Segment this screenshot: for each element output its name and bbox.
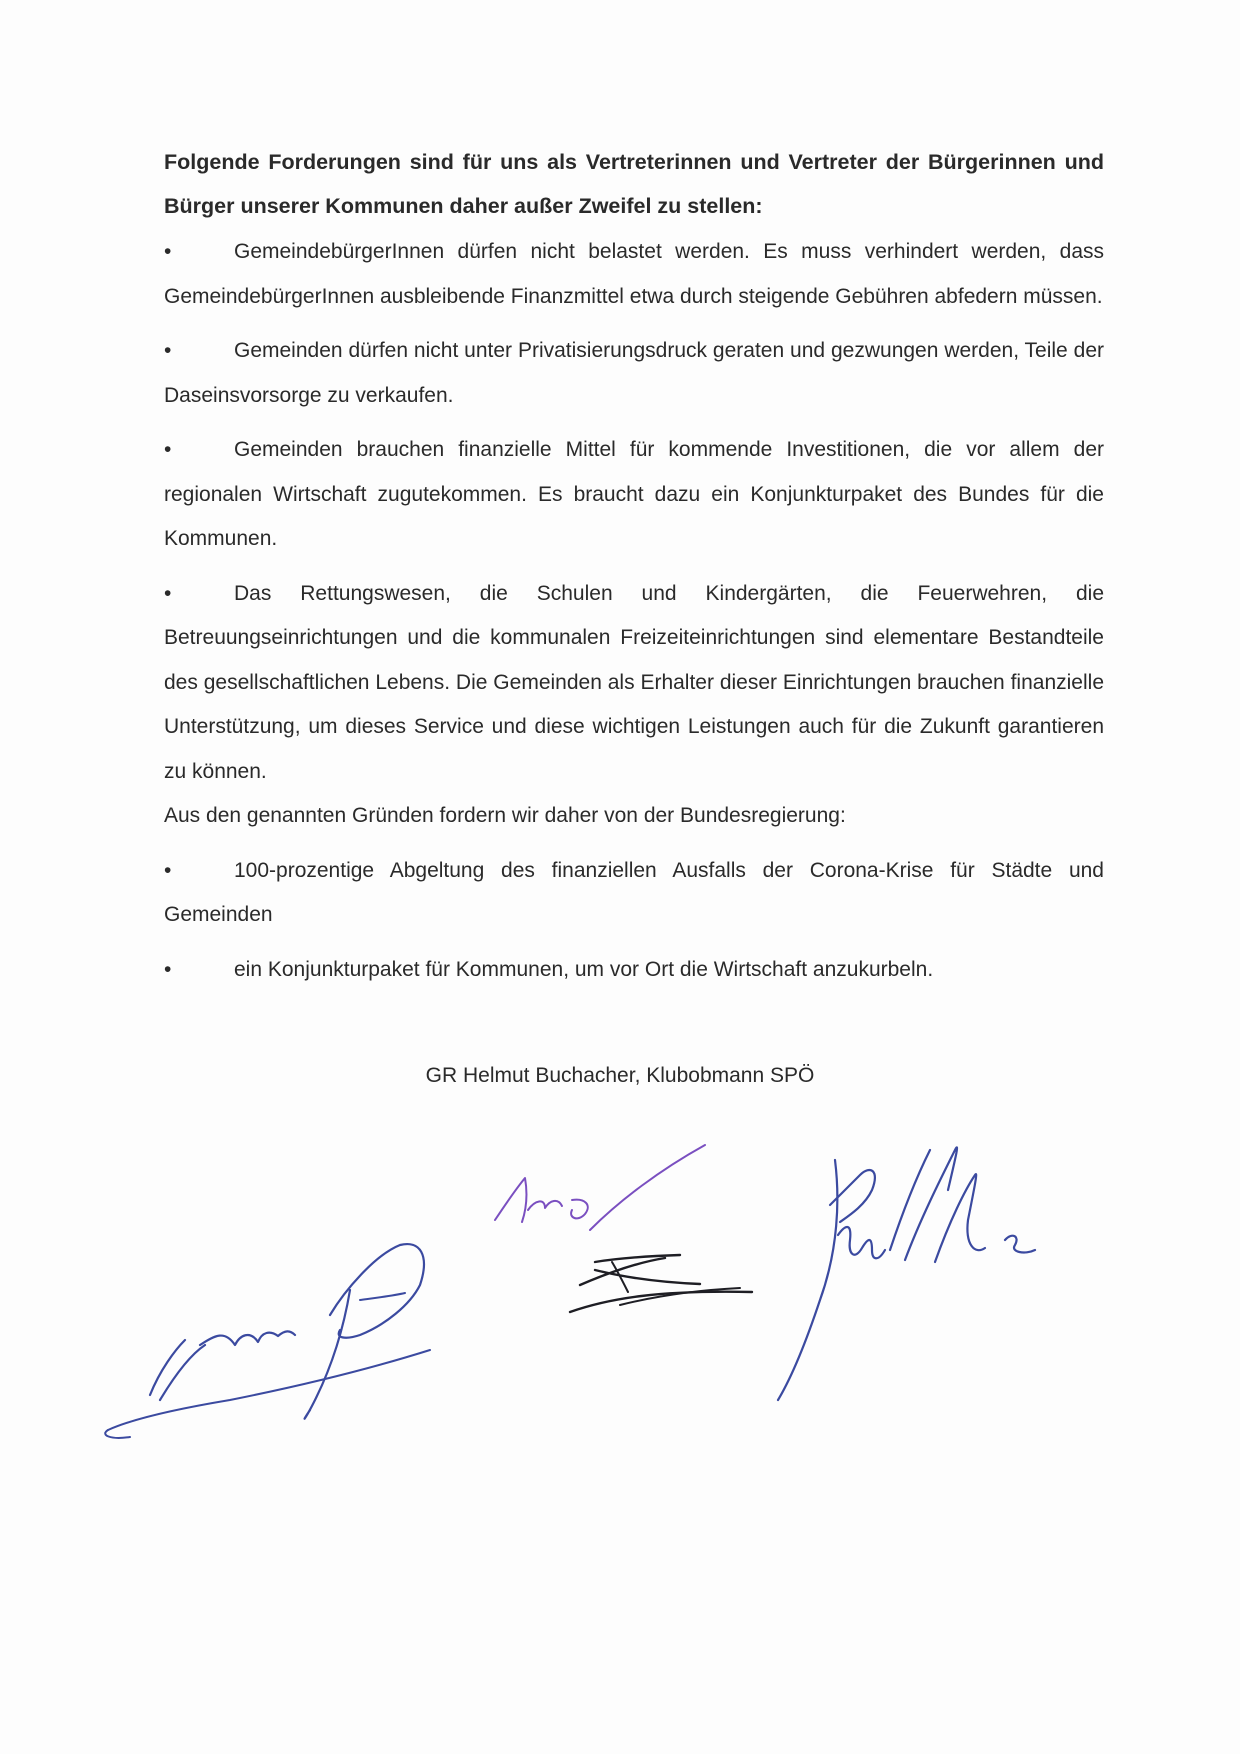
- demand-text: Gemeinden brauchen finanzielle Mittel für kommende Investitionen, die vor allem der regionalen Wirtschaft zugutekommen. Es braucht dazu ein Konjunkturpaket des Bundes für die Kommunen.: [164, 438, 1104, 550]
- request-text: 100-prozentige Abgeltung des finanziellen Ausfalls der Corona-Krise für Städte und Gemeinden: [164, 858, 1104, 926]
- demands-heading: Folgende Forderungen sind für uns als Vertreterinnen und Vertreter der Bürgerinnen und Bürger unserer Kommunen daher außer Zweifel zu stellen:: [164, 150, 1104, 218]
- signature-right: [778, 1147, 1035, 1400]
- demand-item: [164, 230, 1104, 319]
- demand-item: [164, 428, 1104, 562]
- demand-text: GemeindebürgerInnen dürfen nicht belastet werden. Es muss verhindert werden, dass GemeindebürgerInnen ausbleibende Finanzmittel etwa durch steigende Gebühren abfedern müssen.: [164, 240, 1104, 308]
- signature-middle-black: [570, 1255, 752, 1312]
- demand-item: [164, 572, 1104, 795]
- request-item: [164, 849, 1104, 938]
- signatory-line: GR Helmut Buchacher, Klubobmann SPÖ: [425, 1064, 815, 1087]
- bullet-icon: •: [164, 581, 172, 605]
- request-item: [164, 948, 1104, 993]
- document-body: [164, 140, 1104, 1002]
- signature-middle-violet: [495, 1145, 705, 1230]
- bullet-icon: •: [164, 438, 172, 461]
- bullet-icon: •: [164, 957, 172, 981]
- requests-intro: Aus den genannten Gründen fordern wir daher von der Bundesregierung:: [164, 804, 846, 827]
- bullet-icon: •: [164, 240, 172, 263]
- demand-text: Das Rettungswesen, die Schulen und Kindergärten, die Feuerwehren, die Betreuungseinrichtungen und die kommunalen Freizeiteinrichtungen sind elementare Bestandteile des gesellschaftlichen Lebens. Die Gemeinden als Erhalter dieser Einrichtungen brauchen finanzielle Unterstützung, um dieses Service und diese wichtigen Leistungen auch für die Zukunft garantieren zu können.: [164, 581, 1104, 783]
- demand-text: Gemeinden dürfen nicht unter Privatisierungsdruck geraten und gezwungen werden, Teile der Daseinsvorsorge zu verkaufen.: [164, 339, 1104, 407]
- demand-item: [164, 329, 1104, 418]
- bullet-icon: •: [164, 339, 172, 362]
- request-text: ein Konjunkturpaket für Kommunen, um vor Ort die Wirtschaft anzukurbeln.: [234, 957, 934, 981]
- signature-left: [105, 1244, 430, 1438]
- bullet-icon: •: [164, 858, 172, 882]
